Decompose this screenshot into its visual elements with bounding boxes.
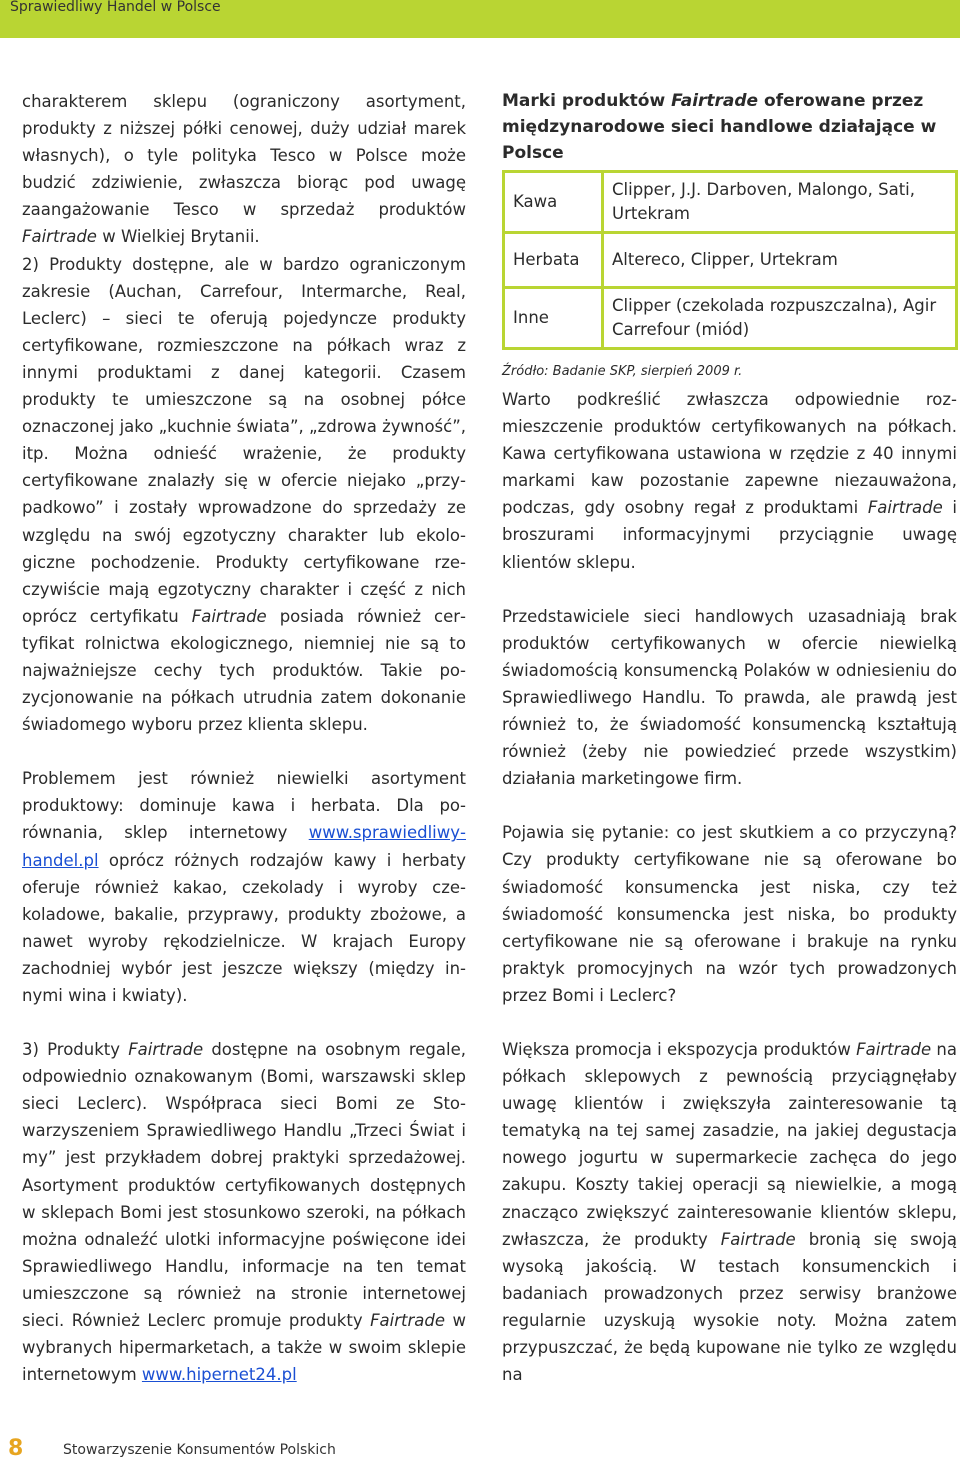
brands-table xyxy=(502,170,958,350)
table-title: Marki produktów Fairtrade oferowane przez międzynarodowe sieci handlowe działające w Polsce xyxy=(502,91,937,163)
table-row xyxy=(504,233,957,288)
footer-organization: Stowarzyszenie Konsumentów Polskich xyxy=(63,1442,336,1458)
running-header: Sprawiedliwy Handel w Polsce xyxy=(10,0,221,15)
paragraph: Pojawia się pytanie: co jest skutkiem a co przyczyną? Czy produkty certyfikowane nie są oferowane bo świadomość konsumencka jest niska, czy też świadomość konsumencka jest niska, bo produkty certyfikowane nie są oferowane i brakuje na rynku praktyk promocyjnych na wzór tych prowadzonych przez Bomi i Leclerc? xyxy=(502,823,957,1005)
left-column xyxy=(22,88,466,1388)
paragraph: 2) Produkty dostępne, ale w bardzo ograniczonym zakresie (Auchan, Carrefour, Intermarche, Real, Leclerc) – sieci te oferują pojedyncze produkty certyfikowane, rozmieszczone na półkach wraz z innymi produktami z danej kategorii. Czasem produkty te umieszczone są na osobnej półce oznaczonej jako „kuchnie świata”, „zdrowa żywność”, itp. Można odnieść wrażenie, że produkty certyfikowane znalazły się w ofercie niejako „przypadkowo” i zostały wprowadzone do sprzedaży ze względu na swój egzotyczny charakter lub ekologiczne pochodzenie. Produkty certyfikowane rzeczywiście mają egzotyczny charakter i część z nich oprócz certyfikatu Fairtrade posiada również certyfikat rolnictwa ekologicznego, niemniej nie są to najważniejsze cechy tych produktów. Takie pozycjonowanie na półkach utrudnia zatem dokonanie świadomego wyboru przez klienta sklepu. xyxy=(22,254,467,735)
paragraph: Przedstawiciele sieci handlowych uzasadniają brak produktów certyfikowanych w ofercie niewielką świadomością konsumencką Polaków w odniesieniu do Sprawiedliwego Handlu. To prawda, ale prawdą jest również to, że świadomość konsumencką kształtują również (żeby nie powiedzieć przede wszystkim) działania marketingowe firm. xyxy=(502,606,957,789)
paragraph: Większa promocja i ekspozycja produktów Fairtrade na półkach sklepowych z pewnością przyciągnęłaby uwagę klientów i zwiększyła zainteresowanie tą tematyką na tej samej zasadzie, na jakiej degustacja nowego jogurtu w supermarkecie zachęca do jego zakupu. Koszty takiej operacji są niewielkie, a mogą znacząco zwiększyć zainteresowanie klientów sklepu, zwłaszcza, że produkty Fairtrade bronią się swoją wysoką jakością. W testach konsumenckich i badaniach prowadzonych przez serwisy branżowe regularnie uzyskują wysokie noty. Można zatem przypuszczać, że będą kupowane nie tylko ze względu na xyxy=(502,1039,957,1385)
category-cell: Herbata xyxy=(504,233,603,288)
brands-cell: Clipper (czekolada rozpuszczalna), Agir Carrefour (miód) xyxy=(603,288,957,349)
table-row xyxy=(504,288,957,349)
hipernet24-link[interactable]: www.hipernet24.pl xyxy=(141,1365,297,1385)
sprawiedliwyhandel-link[interactable]: www.sprawiedliwyhandel.pl xyxy=(22,823,466,870)
table-source: Źródło: Badanie SKP, sierpień 2009 r. xyxy=(502,364,743,379)
right-column xyxy=(502,386,957,1388)
brands-cell: Clipper, J.J. Darboven, Malongo, Sati, Urtekram xyxy=(603,172,957,233)
brands-table-block xyxy=(502,88,958,379)
paragraph: 3) Produkty Fairtrade dostępne na osobnym regale, odpowiednio oznakowanym (Bomi, warszawski sklep sieci Leclerc). Współpraca sieci Bomi ze Stowarzyszeniem Sprawiedliwego Handlu „Trzeci Świat i my” jest przykładem dobrej praktyki sprzedażowej. Asortyment produktów certyfikowanych dostępnych w sklepach Bomi jest stosunkowo szeroki, na półkach można odnaleźć ulotki informacyjne poświęcone idei Sprawiedliwego Handlu, informacje na ten temat umieszczone są również na stronie internetowej sieci. Również Leclerc promuje produkty Fairtrade w wybranych hipermarketach, a także w swoim sklepie internetowym www.hipernet24.pl xyxy=(22,1040,466,1385)
category-cell: Kawa xyxy=(504,172,603,233)
table-row xyxy=(504,172,957,233)
page-number: 8 xyxy=(8,1436,24,1461)
paragraph: Problemem jest również niewielki asortyment produktowy: dominuje kawa i herbata. Dla porównania, sklep internetowy www.sprawiedliwyhandel.pl oprócz różnych rodzajów kawy i herbaty oferuje również kakao, czekolady i wyroby czekoladowe, bakalie, przyprawy, produkty zbożowe, a nawet wyroby rękodzielnicze. W krajach Europy zachodniej wybór jest jeszcze większy (między innymi wina i kwiaty). xyxy=(22,769,466,1005)
category-cell: Inne xyxy=(504,288,603,349)
paragraph: charakterem sklepu (ograniczony asortyment, produkty z niższej półki cenowej, duży udział marek własnych), o tyle polityka Tesco w Polsce może budzić zdziwienie, zwłaszcza biorąc pod uwagę zaangażowanie Tesco w sprzedaż produktów Fairtrade w Wielkiej Brytanii. xyxy=(22,92,466,247)
brands-cell: Altereco, Clipper, Urtekram xyxy=(603,233,957,288)
paragraph: Warto podkreślić zwłaszcza odpowiednie rozmieszczenie produktów certyfikowanych na półkach. Kawa certyfikowana ustawiona w rzędzie z 40 innymi markami kaw pozostanie zapewne niezauważona, podczas, gdy osobny regał z produktami Fairtrade i broszurami informacyjnymi przyciągnie uwagę klientów sklepu. xyxy=(502,390,957,572)
